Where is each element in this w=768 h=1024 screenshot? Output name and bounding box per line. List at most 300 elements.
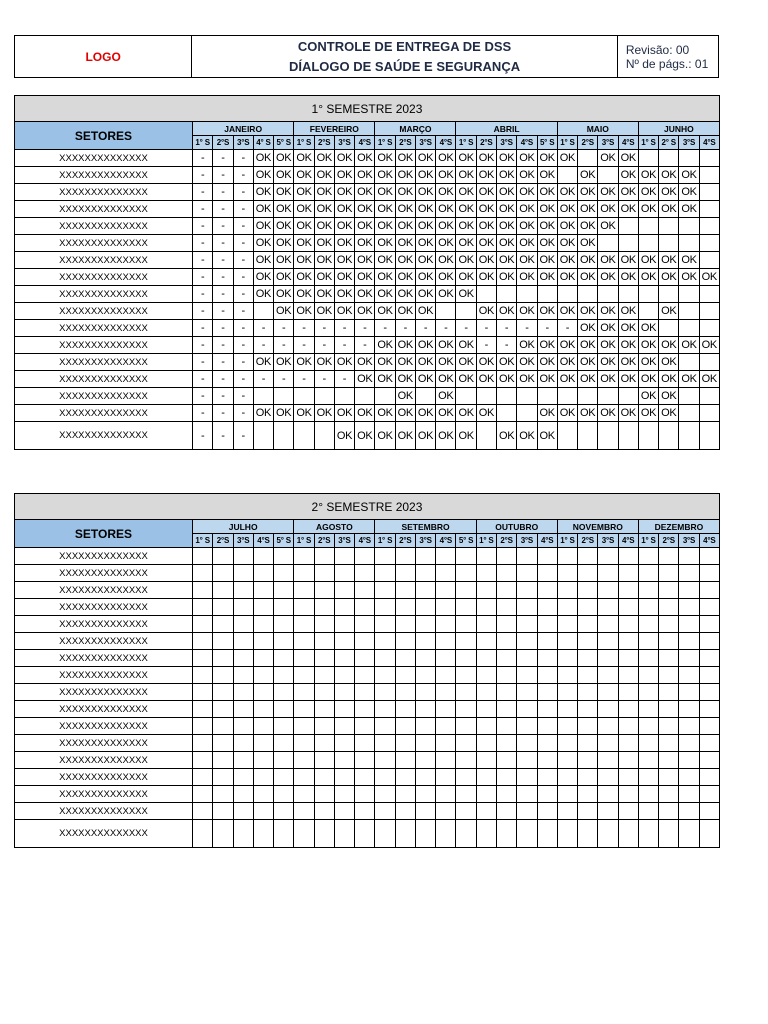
week-status-cell — [699, 582, 719, 599]
week-status-cell — [375, 616, 395, 633]
week-status-cell: OK — [517, 184, 537, 201]
week-status-cell: OK — [496, 422, 516, 450]
week-status-cell: OK — [395, 167, 415, 184]
table-row — [15, 701, 720, 718]
week-status-cell — [294, 422, 314, 450]
week-status-cell: OK — [598, 303, 618, 320]
week-header: 2°S — [659, 534, 679, 548]
week-header: 3°S — [517, 534, 537, 548]
week-status-cell — [659, 422, 679, 450]
week-status-cell — [638, 616, 658, 633]
week-status-cell — [679, 235, 699, 252]
week-status-cell — [233, 735, 253, 752]
week-status-cell: OK — [294, 286, 314, 303]
week-status-cell: OK — [456, 354, 476, 371]
document-header — [14, 35, 719, 78]
week-status-cell — [294, 718, 314, 735]
week-status-cell — [395, 565, 415, 582]
week-status-cell: OK — [598, 150, 618, 167]
week-status-cell — [375, 599, 395, 616]
week-status-cell — [375, 735, 395, 752]
week-status-cell — [598, 565, 618, 582]
week-status-cell: - — [193, 371, 213, 388]
week-status-cell — [456, 803, 476, 820]
week-status-cell — [213, 820, 233, 848]
week-status-cell: - — [436, 320, 456, 337]
week-status-cell — [496, 786, 516, 803]
week-status-cell: OK — [436, 184, 456, 201]
semester-1-table — [14, 95, 720, 450]
week-status-cell — [193, 752, 213, 769]
week-status-cell: OK — [415, 286, 435, 303]
week-status-cell: OK — [334, 201, 354, 218]
week-status-cell: OK — [578, 371, 598, 388]
table-row — [15, 684, 720, 701]
week-status-cell — [496, 701, 516, 718]
setor-name: XXXXXXXXXXXXXX — [15, 354, 193, 371]
table-row — [15, 599, 720, 616]
week-status-cell — [699, 286, 719, 303]
week-status-cell — [456, 388, 476, 405]
week-status-cell: OK — [476, 354, 496, 371]
week-status-cell: OK — [355, 201, 375, 218]
week-status-cell: OK — [476, 269, 496, 286]
week-status-cell — [517, 786, 537, 803]
week-status-cell — [659, 820, 679, 848]
week-status-cell: OK — [659, 337, 679, 354]
week-status-cell: OK — [436, 405, 456, 422]
week-header: 3°S — [598, 136, 618, 150]
week-status-cell: OK — [415, 184, 435, 201]
week-header: 3°S — [496, 136, 516, 150]
week-status-cell — [517, 735, 537, 752]
week-status-cell: OK — [274, 252, 294, 269]
week-status-cell: OK — [537, 337, 557, 354]
week-status-cell: OK — [638, 405, 658, 422]
week-status-cell: - — [233, 405, 253, 422]
week-status-cell: OK — [659, 269, 679, 286]
week-status-cell: OK — [415, 235, 435, 252]
week-status-cell: OK — [618, 405, 638, 422]
week-status-cell: OK — [476, 201, 496, 218]
week-status-cell — [193, 701, 213, 718]
month-header: MARÇO — [375, 122, 456, 136]
week-status-cell — [436, 667, 456, 684]
week-status-cell — [638, 820, 658, 848]
week-status-cell: OK — [456, 218, 476, 235]
week-status-cell — [578, 684, 598, 701]
week-status-cell — [415, 633, 435, 650]
week-status-cell — [253, 684, 273, 701]
week-status-cell: OK — [294, 354, 314, 371]
week-status-cell — [253, 650, 273, 667]
week-status-cell — [679, 667, 699, 684]
week-status-cell — [456, 650, 476, 667]
week-status-cell: - — [213, 320, 233, 337]
week-status-cell — [395, 582, 415, 599]
week-status-cell: OK — [375, 337, 395, 354]
week-status-cell: OK — [334, 218, 354, 235]
week-status-cell: OK — [578, 167, 598, 184]
week-status-cell — [314, 701, 334, 718]
week-status-cell: OK — [496, 218, 516, 235]
week-status-cell: OK — [618, 252, 638, 269]
week-status-cell — [557, 803, 577, 820]
week-status-cell: OK — [517, 201, 537, 218]
week-status-cell — [679, 616, 699, 633]
week-status-cell: OK — [598, 371, 618, 388]
table-row — [15, 167, 720, 184]
week-status-cell — [436, 599, 456, 616]
setor-name: XXXXXXXXXXXXXX — [15, 218, 193, 235]
week-status-cell: OK — [415, 150, 435, 167]
week-status-cell — [598, 650, 618, 667]
week-status-cell — [193, 769, 213, 786]
week-status-cell — [314, 388, 334, 405]
week-status-cell — [314, 769, 334, 786]
week-status-cell — [355, 650, 375, 667]
week-status-cell — [193, 735, 213, 752]
week-status-cell — [213, 684, 233, 701]
week-header: 1° S — [193, 534, 213, 548]
week-status-cell — [193, 718, 213, 735]
week-status-cell: OK — [578, 184, 598, 201]
week-status-cell — [618, 388, 638, 405]
week-status-cell — [334, 701, 354, 718]
week-status-cell — [375, 820, 395, 848]
week-status-cell — [659, 286, 679, 303]
week-status-cell — [294, 633, 314, 650]
week-status-cell — [496, 405, 516, 422]
week-status-cell — [476, 786, 496, 803]
week-status-cell — [456, 633, 476, 650]
week-status-cell: OK — [517, 269, 537, 286]
week-header: 4°S — [436, 136, 456, 150]
week-status-cell — [334, 633, 354, 650]
week-status-cell: OK — [314, 184, 334, 201]
week-status-cell: OK — [598, 405, 618, 422]
week-status-cell: - — [233, 252, 253, 269]
week-status-cell — [598, 718, 618, 735]
week-status-cell — [476, 422, 496, 450]
setor-name: XXXXXXXXXXXXXX — [15, 269, 193, 286]
week-status-cell — [253, 388, 273, 405]
week-status-cell — [517, 599, 537, 616]
week-status-cell — [679, 684, 699, 701]
week-status-cell: OK — [253, 184, 273, 201]
week-status-cell — [496, 718, 516, 735]
week-status-cell — [659, 150, 679, 167]
week-status-cell — [618, 786, 638, 803]
week-status-cell — [679, 820, 699, 848]
week-status-cell — [294, 820, 314, 848]
week-status-cell — [517, 650, 537, 667]
week-status-cell — [578, 786, 598, 803]
week-status-cell — [638, 565, 658, 582]
week-status-cell — [274, 769, 294, 786]
week-status-cell: OK — [334, 354, 354, 371]
week-header: 2°S — [496, 534, 516, 548]
week-status-cell — [578, 752, 598, 769]
week-status-cell: OK — [618, 167, 638, 184]
week-status-cell — [679, 735, 699, 752]
week-status-cell: OK — [496, 184, 516, 201]
week-status-cell: OK — [314, 303, 334, 320]
week-status-cell: OK — [456, 201, 476, 218]
week-status-cell — [213, 599, 233, 616]
week-status-cell — [659, 633, 679, 650]
week-status-cell: OK — [517, 371, 537, 388]
week-status-cell — [415, 820, 435, 848]
week-status-cell: - — [213, 388, 233, 405]
week-status-cell: OK — [334, 303, 354, 320]
table-row — [15, 769, 720, 786]
setor-name: XXXXXXXXXXXXXX — [15, 752, 193, 769]
week-status-cell — [557, 718, 577, 735]
week-status-cell: OK — [557, 405, 577, 422]
week-status-cell: OK — [578, 303, 598, 320]
week-status-cell: OK — [618, 320, 638, 337]
table-row — [15, 735, 720, 752]
semester-title: 2° SEMESTRE 2023 — [15, 494, 720, 520]
week-status-cell: OK — [679, 184, 699, 201]
week-status-cell — [274, 718, 294, 735]
week-status-cell — [355, 388, 375, 405]
week-status-cell: - — [213, 422, 233, 450]
week-status-cell: OK — [436, 218, 456, 235]
week-status-cell — [334, 388, 354, 405]
table-row — [15, 633, 720, 650]
week-status-cell — [618, 582, 638, 599]
week-status-cell — [598, 286, 618, 303]
week-header: 2° S — [659, 136, 679, 150]
week-header: 1° S — [294, 534, 314, 548]
week-status-cell: OK — [355, 303, 375, 320]
week-status-cell: OK — [517, 167, 537, 184]
week-status-cell — [537, 582, 557, 599]
week-status-cell: OK — [699, 269, 719, 286]
week-status-cell — [679, 633, 699, 650]
week-status-cell — [679, 218, 699, 235]
week-status-cell — [334, 820, 354, 848]
week-status-cell — [355, 616, 375, 633]
week-status-cell — [456, 303, 476, 320]
week-status-cell: OK — [395, 286, 415, 303]
setor-name: XXXXXXXXXXXXXX — [15, 650, 193, 667]
week-status-cell: OK — [436, 337, 456, 354]
week-status-cell — [699, 548, 719, 565]
week-status-cell — [233, 667, 253, 684]
week-status-cell — [213, 548, 233, 565]
week-status-cell — [659, 599, 679, 616]
week-status-cell — [537, 701, 557, 718]
week-status-cell — [395, 616, 415, 633]
week-status-cell — [699, 201, 719, 218]
week-status-cell: OK — [355, 252, 375, 269]
week-status-cell: OK — [355, 269, 375, 286]
week-status-cell — [557, 667, 577, 684]
week-status-cell: - — [213, 184, 233, 201]
week-status-cell: - — [496, 337, 516, 354]
week-status-cell — [253, 718, 273, 735]
week-status-cell — [456, 718, 476, 735]
week-status-cell: OK — [436, 354, 456, 371]
week-status-cell — [598, 735, 618, 752]
week-status-cell: OK — [436, 286, 456, 303]
week-status-cell — [578, 718, 598, 735]
week-status-cell — [517, 405, 537, 422]
week-status-cell — [253, 820, 273, 848]
week-status-cell — [557, 701, 577, 718]
week-status-cell — [496, 582, 516, 599]
table-row — [15, 337, 720, 354]
month-header: OUTUBRO — [476, 520, 557, 534]
week-status-cell: - — [193, 337, 213, 354]
week-status-cell — [355, 599, 375, 616]
week-status-cell: OK — [618, 371, 638, 388]
week-status-cell — [274, 786, 294, 803]
week-status-cell — [476, 599, 496, 616]
week-status-cell — [557, 650, 577, 667]
week-status-cell — [334, 548, 354, 565]
week-status-cell — [476, 769, 496, 786]
week-status-cell — [375, 803, 395, 820]
week-status-cell: OK — [638, 354, 658, 371]
table-row — [15, 269, 720, 286]
week-status-cell — [456, 599, 476, 616]
week-status-cell: - — [233, 303, 253, 320]
week-status-cell — [233, 701, 253, 718]
week-status-cell: OK — [274, 286, 294, 303]
week-status-cell — [517, 616, 537, 633]
week-status-cell: OK — [638, 371, 658, 388]
week-status-cell — [496, 820, 516, 848]
week-status-cell — [334, 616, 354, 633]
week-status-cell — [578, 701, 598, 718]
week-status-cell — [355, 769, 375, 786]
week-status-cell — [699, 252, 719, 269]
week-status-cell — [618, 820, 638, 848]
week-status-cell: - — [193, 320, 213, 337]
week-status-cell — [193, 565, 213, 582]
week-status-cell: OK — [355, 150, 375, 167]
week-status-cell — [193, 667, 213, 684]
week-status-cell — [699, 354, 719, 371]
week-status-cell — [274, 599, 294, 616]
week-status-cell — [537, 786, 557, 803]
week-status-cell: OK — [274, 269, 294, 286]
week-status-cell: - — [193, 235, 213, 252]
week-status-cell — [699, 803, 719, 820]
week-status-cell — [618, 684, 638, 701]
week-status-cell — [436, 616, 456, 633]
week-status-cell: OK — [395, 405, 415, 422]
week-status-cell: OK — [375, 269, 395, 286]
month-header: JUNHO — [638, 122, 719, 136]
week-status-cell: OK — [476, 150, 496, 167]
setor-name: XXXXXXXXXXXXXX — [15, 565, 193, 582]
week-status-cell — [294, 735, 314, 752]
week-status-cell: - — [213, 218, 233, 235]
logo-text: LOGO — [85, 49, 121, 64]
week-status-cell — [314, 650, 334, 667]
week-status-cell — [355, 582, 375, 599]
setor-name: XXXXXXXXXXXXXX — [15, 167, 193, 184]
week-status-cell — [375, 582, 395, 599]
week-status-cell: OK — [638, 252, 658, 269]
week-status-cell — [699, 718, 719, 735]
week-status-cell — [578, 820, 598, 848]
week-status-cell — [578, 548, 598, 565]
week-status-cell — [253, 599, 273, 616]
week-status-cell: OK — [679, 252, 699, 269]
week-status-cell: - — [375, 320, 395, 337]
week-status-cell — [557, 582, 577, 599]
week-header: 4°S — [436, 534, 456, 548]
week-status-cell: - — [233, 354, 253, 371]
week-status-cell: OK — [294, 235, 314, 252]
week-status-cell — [436, 565, 456, 582]
week-status-cell: - — [233, 388, 253, 405]
week-status-cell — [233, 803, 253, 820]
week-status-cell — [517, 667, 537, 684]
week-status-cell — [638, 701, 658, 718]
week-status-cell — [334, 582, 354, 599]
week-status-cell: OK — [294, 218, 314, 235]
week-status-cell: OK — [517, 218, 537, 235]
week-status-cell: OK — [557, 371, 577, 388]
week-status-cell: OK — [638, 167, 658, 184]
week-header: 3°S — [334, 136, 354, 150]
week-status-cell — [314, 803, 334, 820]
week-status-cell: OK — [395, 303, 415, 320]
week-status-cell: OK — [598, 218, 618, 235]
week-status-cell — [314, 565, 334, 582]
week-status-cell — [233, 548, 253, 565]
week-status-cell: OK — [253, 150, 273, 167]
week-status-cell: OK — [294, 167, 314, 184]
table-row — [15, 320, 720, 337]
week-status-cell — [699, 769, 719, 786]
week-status-cell — [537, 616, 557, 633]
week-status-cell — [436, 752, 456, 769]
week-status-cell — [699, 786, 719, 803]
week-status-cell: OK — [334, 150, 354, 167]
week-status-cell: OK — [355, 235, 375, 252]
week-status-cell: OK — [638, 337, 658, 354]
month-header: FEVEREIRO — [294, 122, 375, 136]
week-status-cell: OK — [618, 269, 638, 286]
week-status-cell — [598, 684, 618, 701]
week-status-cell — [659, 650, 679, 667]
week-status-cell — [415, 599, 435, 616]
week-status-cell: OK — [496, 303, 516, 320]
week-status-cell: OK — [598, 320, 618, 337]
week-status-cell: OK — [375, 184, 395, 201]
week-status-cell: OK — [355, 167, 375, 184]
week-status-cell — [274, 820, 294, 848]
week-status-cell — [476, 752, 496, 769]
week-header: 4°S — [355, 136, 375, 150]
week-status-cell — [436, 786, 456, 803]
week-status-cell — [659, 752, 679, 769]
week-status-cell — [456, 684, 476, 701]
week-status-cell: OK — [598, 354, 618, 371]
week-status-cell — [537, 388, 557, 405]
week-status-cell — [233, 633, 253, 650]
week-status-cell: - — [193, 184, 213, 201]
week-status-cell: OK — [557, 150, 577, 167]
